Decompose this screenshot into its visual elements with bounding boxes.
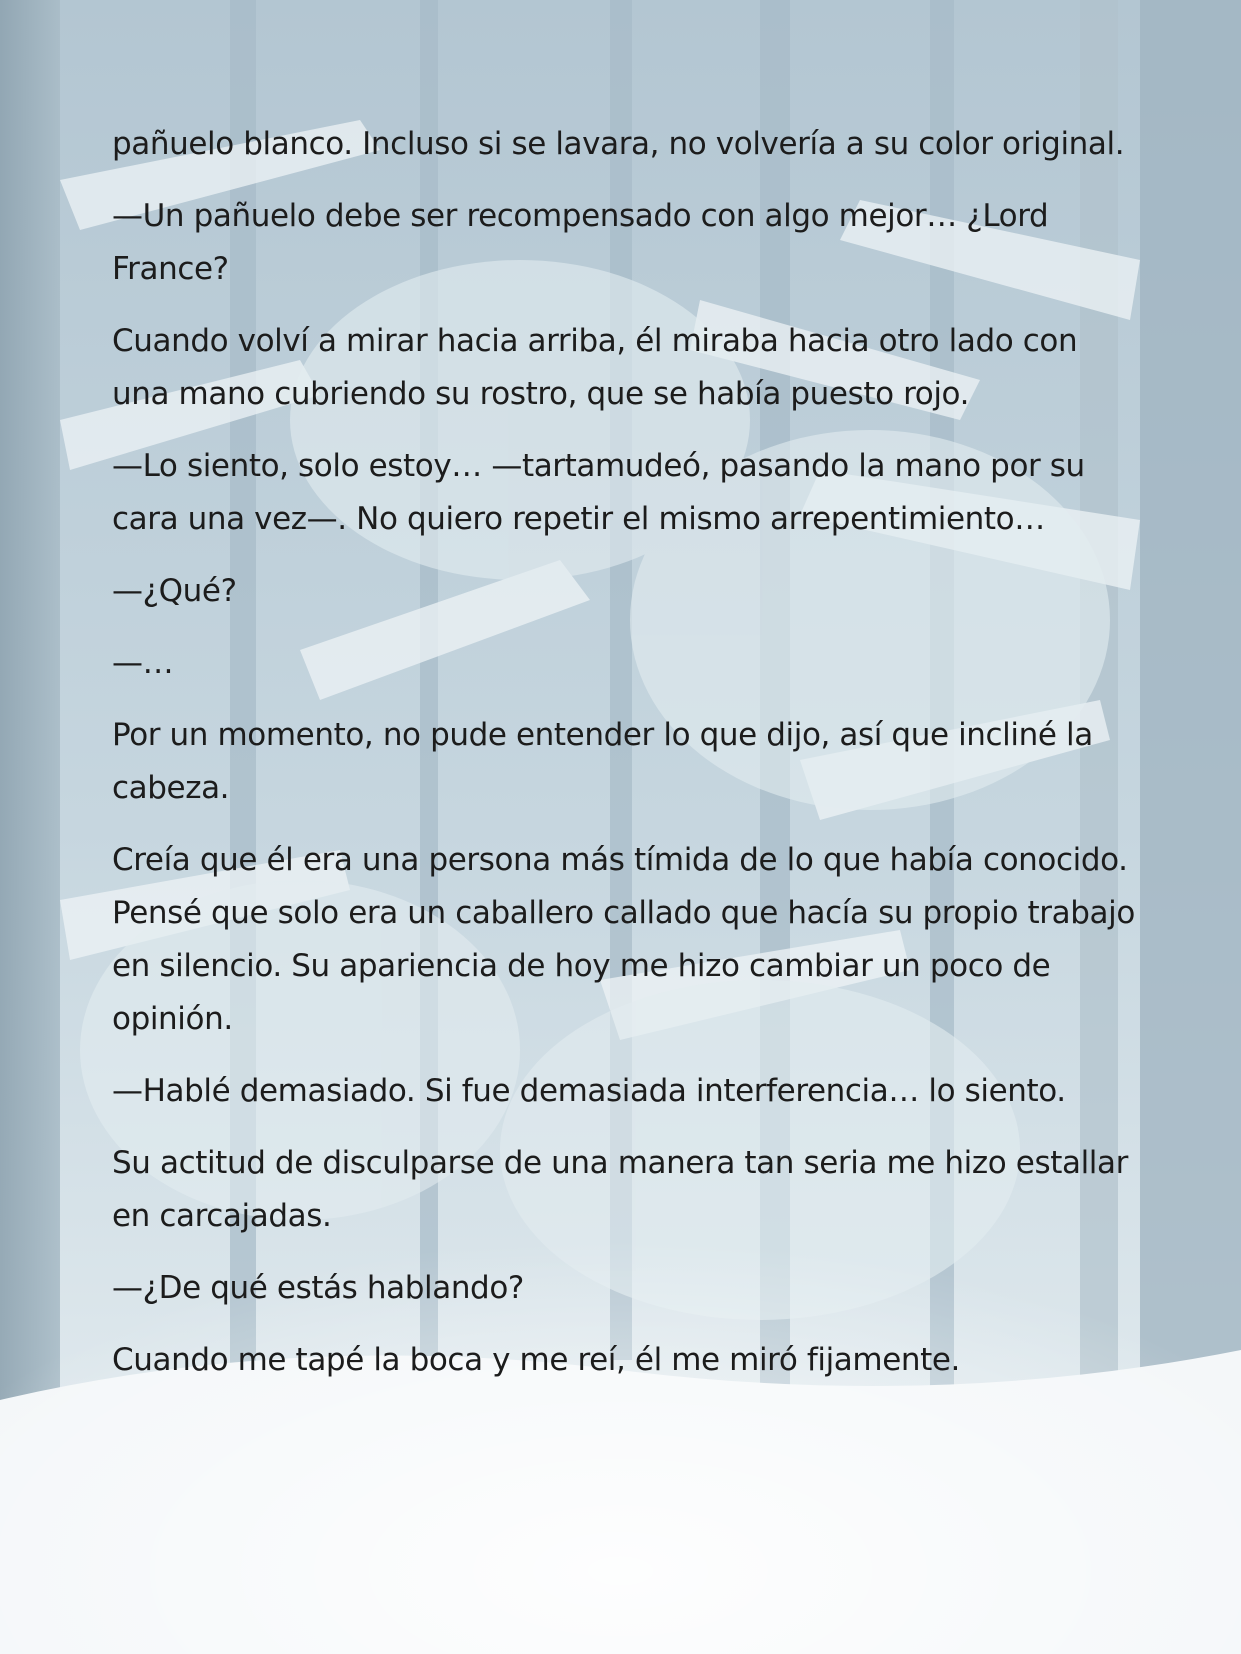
paragraph: —Hablé demasiado. Si fue demasiada interferencia… lo siento.	[112, 1073, 1066, 1109]
paragraph: —…	[112, 645, 174, 681]
paragraph: —Lo siento, solo estoy… —tartamudeó, pasando la mano por su cara una vez—. No quiero repetir el mismo arrepentimiento…	[112, 448, 1085, 537]
paragraph: —¿De qué estás hablando?	[112, 1270, 524, 1306]
paragraph: Cuando volví a mirar hacia arriba, él miraba hacia otro lado con una mano cubriendo su rostro, que se había puesto rojo.	[112, 323, 1078, 412]
paragraph: Su actitud de disculparse de una manera tan seria me hizo estallar en carcajadas.	[112, 1145, 1128, 1234]
paragraph: Creía que él era una persona más tímida de lo que había conocido. Pensé que solo era un caballero callado que hacía su propio trabajo en silencio. Su apariencia de hoy me hizo cambiar un poco de opinión.	[112, 842, 1135, 1037]
paragraph: —Un pañuelo debe ser recompensado con algo mejor… ¿Lord France?	[112, 198, 1049, 287]
paragraph: —¿Qué?	[112, 573, 237, 609]
paragraph: pañuelo blanco. Incluso si se lavara, no volvería a su color original.	[112, 126, 1125, 162]
paragraph: Por un momento, no pude entender lo que dijo, así que incliné la cabeza.	[112, 717, 1093, 806]
text-body	[112, 118, 1142, 1406]
paragraph: Cuando me tapé la boca y me reí, él me miró fijamente.	[112, 1342, 960, 1378]
